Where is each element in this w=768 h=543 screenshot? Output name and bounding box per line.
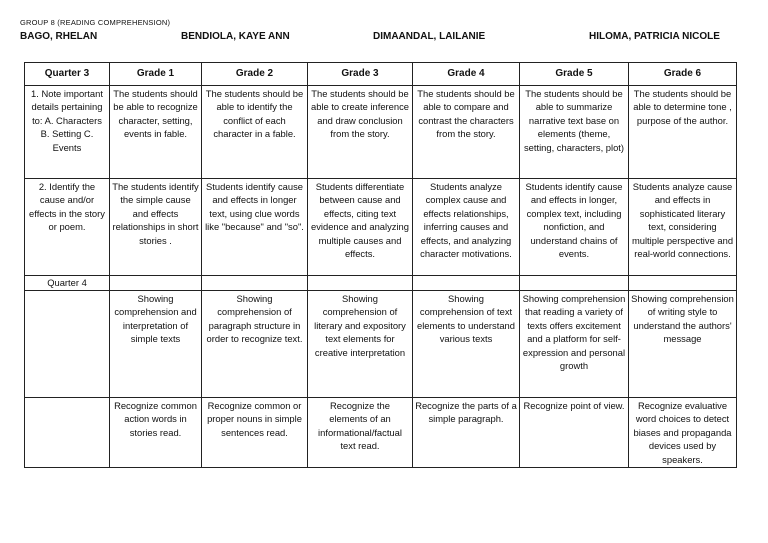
table-row [25, 86, 737, 179]
table-cell: Recognize the elements of an informational/factual text read. [308, 398, 413, 468]
table-cell: The students identify the simple cause and effects relationships in short stories . [110, 179, 202, 276]
column-header: Quarter 3 [25, 63, 110, 86]
table-cell [202, 276, 308, 291]
table-cell [110, 276, 202, 291]
member-name: BAGO, RHELAN [20, 31, 98, 42]
table-cell [629, 276, 737, 291]
table-cell [308, 276, 413, 291]
table-cell: The students should be able to summarize narrative text base on elements (theme, setting, characters, plot) [520, 86, 629, 179]
table-cell [520, 276, 629, 291]
table-cell: Students analyze complex cause and effects relationships, inferring causes and effects, and analyzing character motivations. [413, 179, 520, 276]
column-header: Grade 1 [110, 63, 202, 86]
table-cell: The students should be able to identify the conflict of each character in a fable. [202, 86, 308, 179]
column-header: Grade 6 [629, 63, 737, 86]
table-row [25, 291, 737, 398]
table-cell: Recognize point of view. [520, 398, 629, 468]
table-cell: Quarter 4 [25, 276, 110, 291]
table-cell: Students identify cause and effects in longer text, using clue words like "because" and "so". [202, 179, 308, 276]
curriculum-table [24, 62, 737, 468]
table-cell: Recognize evaluative word choices to detect biases and propaganda devices used by speakers. [629, 398, 737, 468]
table-cell: Students identify cause and effects in longer, complex text, including nonfiction, and understand chains of events. [520, 179, 629, 276]
table-cell: Students analyze cause and effects in sophisticated literary text, considering multiple perspective and real-world connections. [629, 179, 737, 276]
table-cell: 2. Identify the cause and/or effects in the story or poem. [25, 179, 110, 276]
table-cell: Recognize the parts of a simple paragraph. [413, 398, 520, 468]
table-row [25, 276, 737, 291]
table-cell: Showing comprehension and interpretation of simple texts [110, 291, 202, 398]
table-row [25, 179, 737, 276]
table-cell [413, 276, 520, 291]
member-name: DIMAANDAL, LAILANIE [373, 31, 486, 42]
table-cell [25, 291, 110, 398]
member-name: HILOMA, PATRICIA NICOLE [589, 31, 720, 42]
table-cell: Showing comprehension of text elements to understand various texts [413, 291, 520, 398]
column-header: Grade 3 [308, 63, 413, 86]
table-cell [25, 398, 110, 468]
table-cell: Showing comprehension of writing style to understand the authors' message [629, 291, 737, 398]
table-cell: Recognize common or proper nouns in simple sentences read. [202, 398, 308, 468]
table-cell: Showing comprehension of literary and expository text elements for creative interpretation [308, 291, 413, 398]
table-cell: Recognize common action words in stories read. [110, 398, 202, 468]
table-cell: 1. Note important details pertaining to: A. Characters B. Setting C. Events [25, 86, 110, 179]
table-cell: The students should be able to compare and contrast the characters from the story. [413, 86, 520, 179]
table-header-row [25, 63, 737, 86]
table-cell: Showing comprehension that reading a variety of texts offers excitement and a platform for self-expression and personal growth [520, 291, 629, 398]
column-header: Grade 5 [520, 63, 629, 86]
table-row [25, 398, 737, 468]
member-names [0, 31, 768, 45]
table-cell: The students should be able to determine tone , purpose of the author. [629, 86, 737, 179]
column-header: Grade 4 [413, 63, 520, 86]
member-name: BENDIOLA, KAYE ANN [181, 31, 290, 42]
table-cell: The students should be able to create inference and draw conclusion from the story. [308, 86, 413, 179]
group-label: GROUP 8 (READING COMPREHENSION) [20, 18, 171, 27]
table-cell: The students should be able to recognize character, setting, events in fable. [110, 86, 202, 179]
table-cell: Showing comprehension of paragraph structure in order to recognize text. [202, 291, 308, 398]
table-cell: Students differentiate between cause and effects, citing text evidence and analyzing multiple causes and effects. [308, 179, 413, 276]
column-header: Grade 2 [202, 63, 308, 86]
